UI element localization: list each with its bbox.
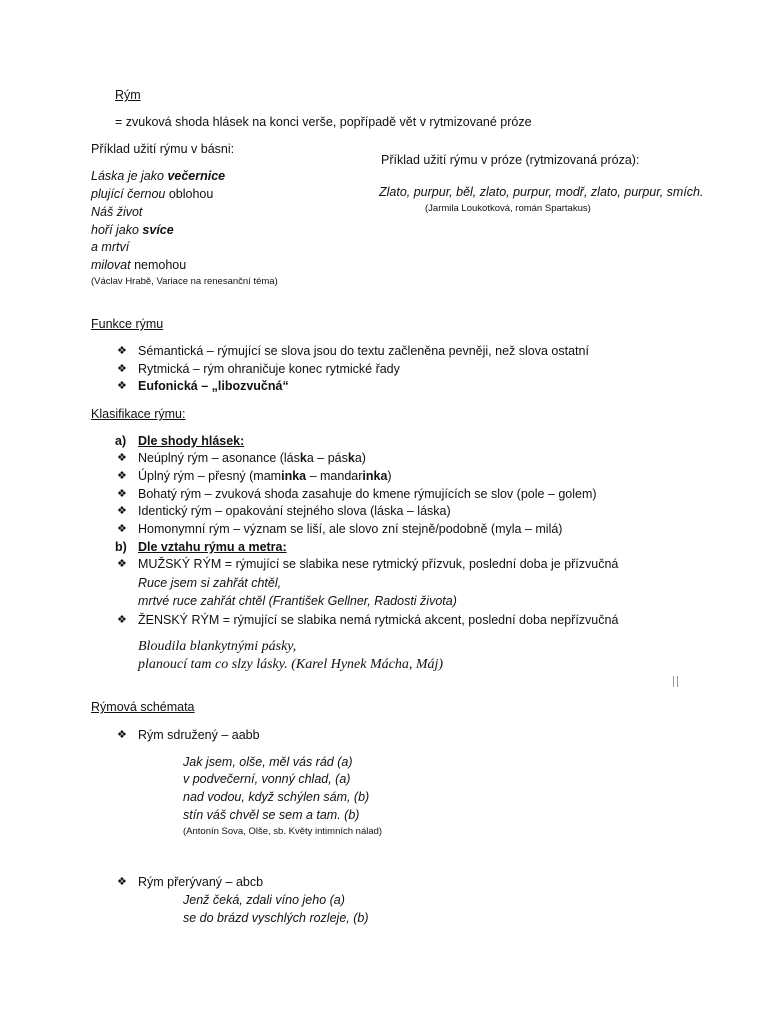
- scheme-example-line: v podvečerní, vonný chlad, (a): [183, 772, 351, 786]
- bullet-icon: ❖: [117, 488, 127, 500]
- bullet-icon: ❖: [117, 452, 127, 464]
- bullet-icon: ❖: [117, 470, 127, 482]
- function-item: Rytmická – rým ohraničuje konec rytmické řady: [138, 362, 400, 376]
- example-line: planoucí tam co slzy lásky. (Karel Hynek Mácha, Máj): [138, 657, 444, 672]
- example-line: Bloudila blankytnými pásky,: [138, 639, 297, 654]
- bullet-icon: ❖: [117, 505, 127, 517]
- classification-item: Homonymní rým – význam se liší, ale slovo zní stejně/podobně (myla – milá): [138, 522, 563, 536]
- poem-line: plující černou oblohou: [91, 187, 214, 201]
- poem-line: Láska je jako večernice: [91, 169, 226, 183]
- poem-line: a mrtví: [91, 240, 130, 254]
- classification-item: ŽENSKÝ RÝM = rýmující se slabika nemá rytmická akcent, poslední doba nepřízvučná: [138, 613, 619, 627]
- function-item: Sémantická – rýmující se slova jsou do textu začleněna pevněji, než slova ostatní: [138, 344, 589, 358]
- subheading-rhyme-meter: Dle vztahu rýmu a metra:: [138, 540, 287, 554]
- classification-item: MUŽSKÝ RÝM = rýmující se slabika nese rytmický přízvuk, poslední doba je přízvučná: [138, 557, 619, 571]
- bullet-icon: ❖: [117, 614, 127, 626]
- functions-heading: Funkce rýmu: [91, 317, 164, 331]
- classification-item: Identický rým – opakování stejného slova (láska – láska): [138, 504, 451, 518]
- bullet-icon: ❖: [117, 523, 127, 535]
- poem-line: Náš život: [91, 205, 143, 219]
- scheme-example-line: Jenž čeká, zdali víno jeho (a): [183, 893, 345, 907]
- function-item: Eufonická – „libozvučná“: [138, 379, 289, 393]
- example-line: mrtvé ruce zahřát chtěl (František Gellner, Radosti života): [138, 594, 457, 608]
- bullet-icon: ❖: [117, 558, 127, 570]
- poem-line: hoří jako svíce: [91, 223, 174, 237]
- scheme-example-line: se do brázd vyschlých rozleje, (b): [183, 911, 369, 925]
- list-marker: a): [115, 434, 127, 448]
- poem-line: milovat nemohou: [91, 258, 187, 272]
- bullet-icon: ❖: [117, 729, 127, 741]
- scheme-example-line: stín váš chvěl se sem a tam. (b): [183, 808, 360, 822]
- list-marker: b): [115, 540, 127, 554]
- scheme-example-line: Jak jsem, olše, měl vás rád (a): [183, 755, 353, 769]
- bullet-icon: ❖: [117, 876, 127, 888]
- scheme-item: Rým sdružený – aabb: [138, 728, 260, 742]
- margin-mark: [673, 676, 678, 687]
- rhyme-definition: = zvuková shoda hlásek na konci verše, popřípadě vět v rytmizované próze: [115, 115, 532, 129]
- scheme-item: Rým přerývaný – abcb: [138, 875, 264, 889]
- classification-item: Neúplný rým – asonance (láska – páska): [138, 451, 366, 465]
- prose-example-heading: Příklad užití rýmu v próze (rytmizovaná próza):: [381, 153, 640, 167]
- page-title: Rým: [115, 88, 141, 102]
- poem-example-heading: Příklad užití rýmu v básni:: [91, 142, 235, 156]
- bullet-icon: ❖: [117, 363, 127, 375]
- poem-source: (Václav Hrabě, Variace na renesanční téma): [91, 276, 278, 287]
- example-line: Ruce jsem si zahřát chtěl,: [138, 576, 282, 590]
- bullet-icon: ❖: [117, 380, 127, 392]
- bullet-icon: ❖: [117, 345, 127, 357]
- subheading-sound-match: Dle shody hlásek:: [138, 434, 245, 448]
- schemes-heading: Rýmová schémata: [91, 700, 195, 714]
- scheme-source: (Antonín Sova, Olše, sb. Květy intimních nálad): [183, 826, 383, 837]
- classification-item: Úplný rým – přesný (maminka – mandarinka): [138, 469, 392, 483]
- prose-example-text: Zlato, purpur, běl, zlato, purpur, modř, zlato, purpur, smích.: [379, 185, 704, 199]
- prose-source: (Jarmila Loukotková, román Spartakus): [425, 203, 591, 214]
- classification-item: Bohatý rým – zvuková shoda zasahuje do kmene rýmujících se slov (pole – golem): [138, 487, 597, 501]
- classification-heading: Klasifikace rýmu:: [91, 407, 186, 421]
- scheme-example-line: nad vodou, když schýlen sám, (b): [183, 790, 370, 804]
